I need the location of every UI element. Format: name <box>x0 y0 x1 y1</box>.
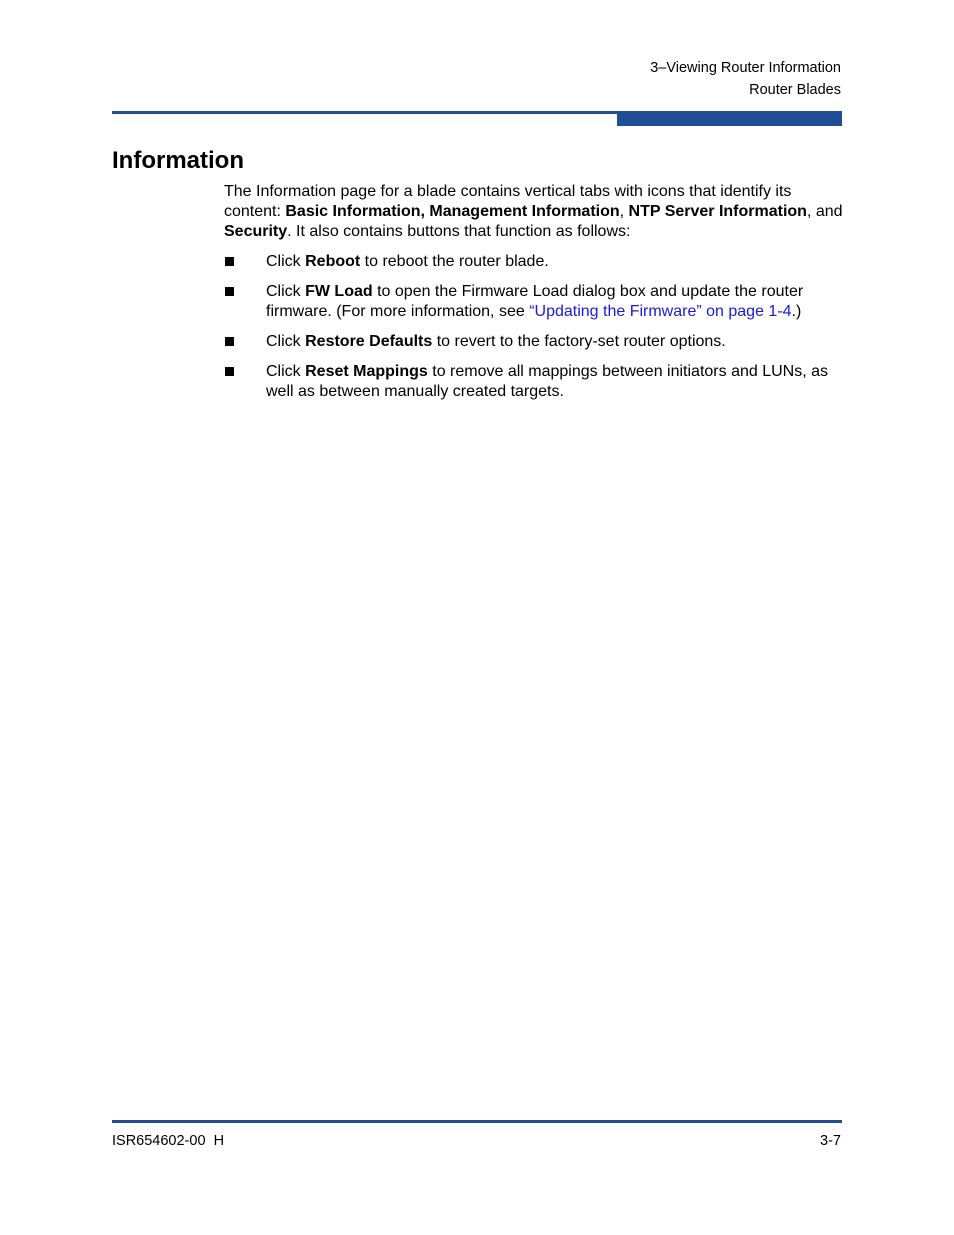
section-title: Information <box>112 147 244 174</box>
footer-doc-id: ISR654602-00 H <box>112 1133 225 1149</box>
list-item-bold: FW Load <box>305 283 373 300</box>
list-item-text: to revert to the factory-set router options. <box>432 333 726 350</box>
header-tab-bar <box>617 111 842 126</box>
intro-bold-ntp: NTP Server Information <box>628 203 807 220</box>
intro-bold-security: Security <box>224 223 288 240</box>
intro-text: The Information page for a blade contains vertical tabs with icons that identify its content: <box>224 183 792 220</box>
header-chapter: 3–Viewing Router Information <box>650 60 841 76</box>
square-bullet-icon <box>225 337 234 346</box>
list-item-text: Click <box>266 283 306 300</box>
list-item-text: Click <box>266 333 306 350</box>
list-item-bold: Reset Mappings <box>305 363 428 380</box>
intro-bold-basic-management: Basic Information, Management Information <box>285 203 620 220</box>
header-section: Router Blades <box>749 82 841 98</box>
list-item-text: to open the Firmware Load dialog box and update the router firmware. (For more information, see <box>266 283 804 320</box>
square-bullet-icon <box>225 257 234 266</box>
intro-text: . It also contains buttons that function as follows: <box>287 223 631 240</box>
list-item-fw-load <box>224 282 844 322</box>
list-item-bold: Reboot <box>305 253 361 270</box>
square-bullet-icon <box>225 287 234 296</box>
running-header <box>650 57 841 101</box>
list-item-text: .) <box>791 303 802 320</box>
footer-page-number: 3-7 <box>820 1133 841 1149</box>
list-item-text: to remove all mappings between initiators and LUNs, as well as between manually created targets. <box>266 363 828 400</box>
footer-rule <box>112 1120 842 1123</box>
list-item-bold: Restore Defaults <box>305 333 433 350</box>
list-item-text: Click <box>266 253 306 270</box>
body-text <box>224 182 844 412</box>
list-item-text: Click <box>266 363 306 380</box>
list-item-reboot <box>224 252 844 272</box>
button-list <box>224 252 844 402</box>
intro-text: , <box>619 203 629 220</box>
square-bullet-icon <box>225 367 234 376</box>
list-item-restore-defaults <box>224 332 844 352</box>
intro-text: , and <box>806 203 843 220</box>
list-item-reset-mappings <box>224 362 844 402</box>
cross-reference-link[interactable]: “Updating the Firmware” on page 1-4 <box>529 303 792 320</box>
list-item-text: to reboot the router blade. <box>360 253 549 270</box>
intro-paragraph <box>224 182 844 242</box>
